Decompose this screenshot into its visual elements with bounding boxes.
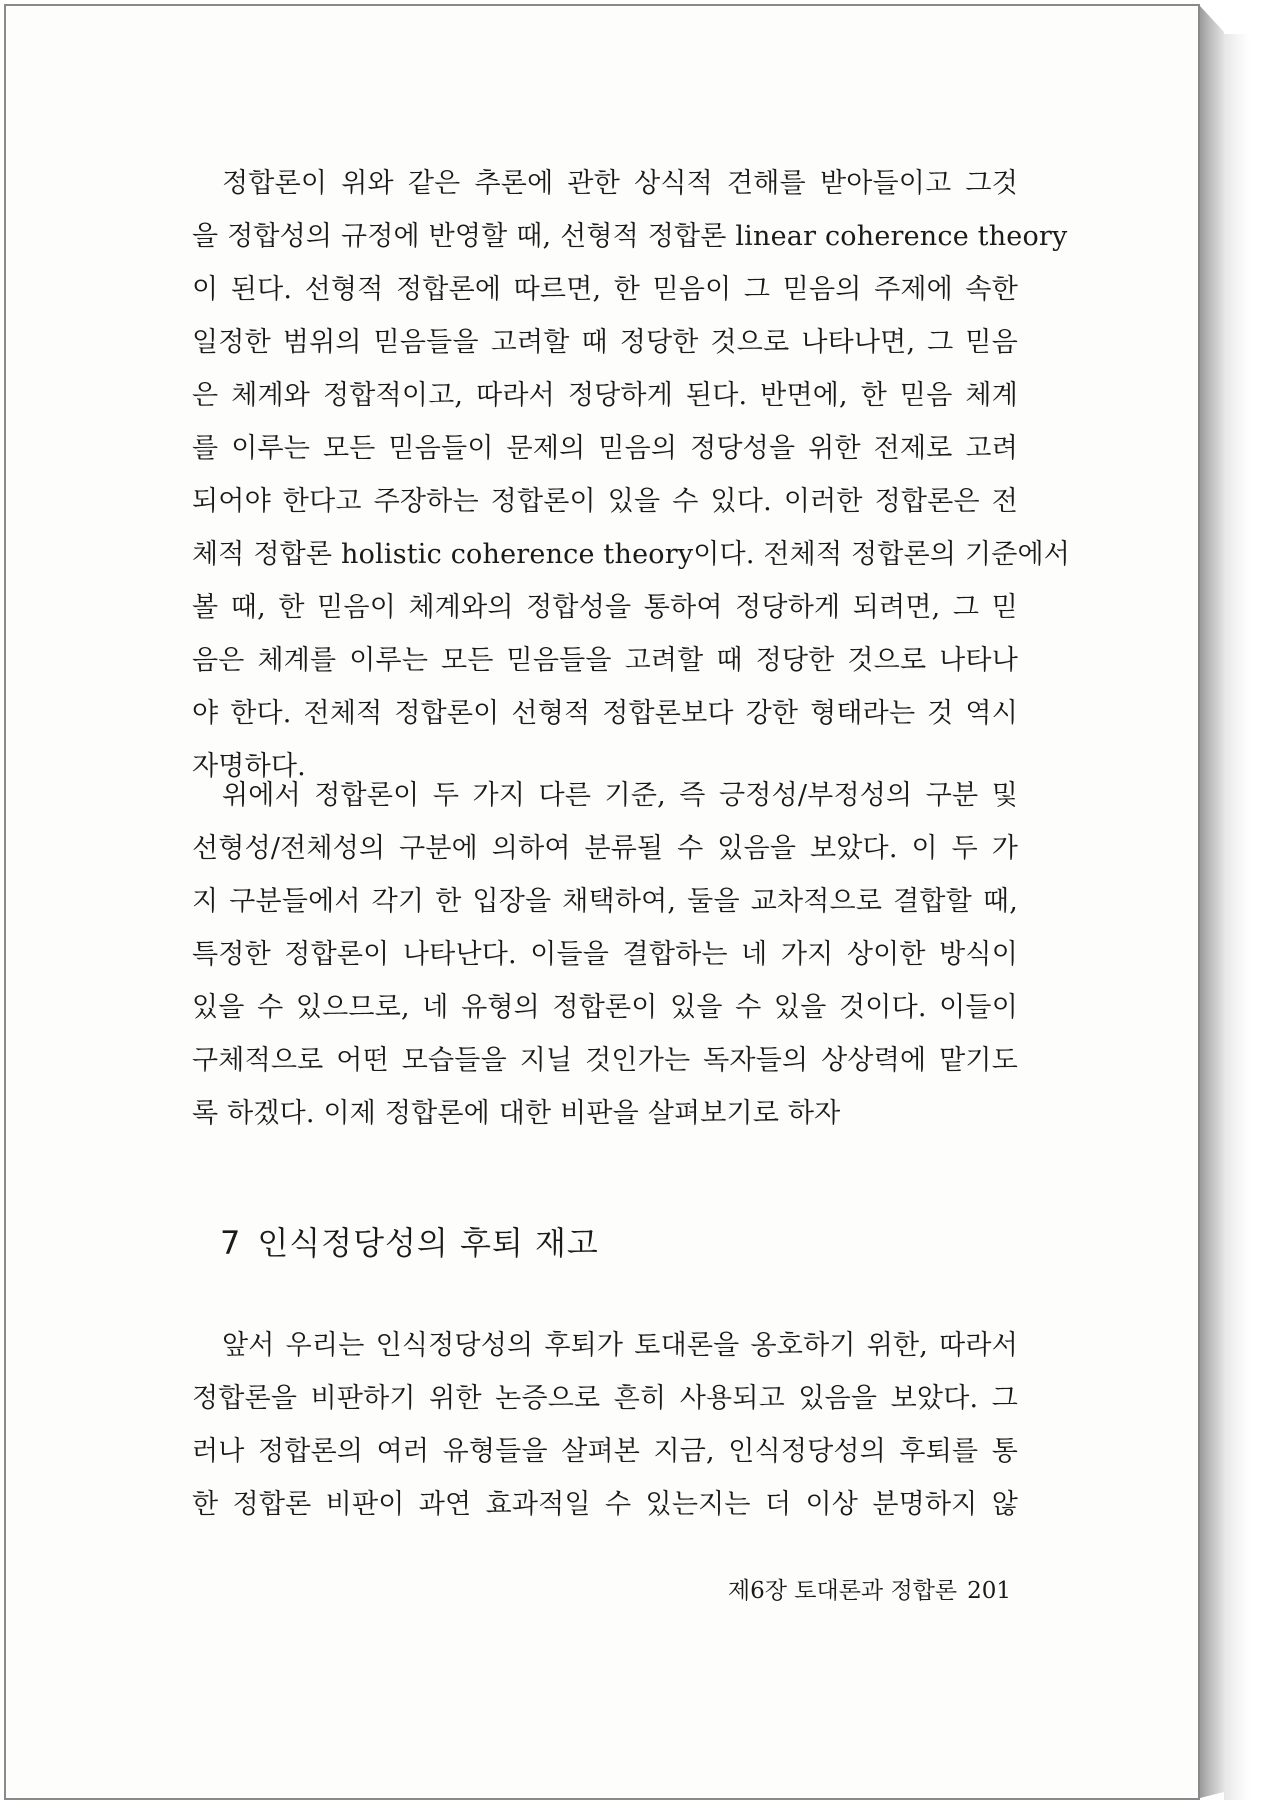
text-line: 선형성/전체성의 구분에 의하여 분류될 수 있음을 보았다. 이 두 가 bbox=[192, 833, 1018, 864]
text-line: 구체적으로 어떤 모습들을 지닐 것인가는 독자들의 상상력에 맡기도 bbox=[192, 1045, 1018, 1076]
running-footer bbox=[718, 1572, 1011, 1605]
text-line: 음은 체계를 이루는 모든 믿음들을 고려할 때 정당한 것으로 나타나 bbox=[192, 645, 1018, 676]
page-shadow bbox=[1224, 34, 1250, 1800]
text-line: 한 정합론 비판이 과연 효과적일 수 있는지는 더 이상 분명하지 않 bbox=[192, 1489, 1018, 1520]
text-line: 정합론을 비판하기 위한 논증으로 흔히 사용되고 있음을 보았다. 그 bbox=[192, 1383, 1018, 1414]
text-line: 를 이루는 모든 믿음들이 문제의 믿음의 정당성을 위한 전제로 고려 bbox=[192, 433, 1018, 464]
section-number: 7 bbox=[220, 1224, 242, 1262]
paragraph-classification bbox=[192, 769, 1018, 1140]
text-line: 체적 정합론 holistic coherence theory이다. 전체적 정합론의 기준에서 bbox=[192, 539, 1071, 570]
text-line: 이 된다. 선형적 정합론에 따르면, 한 믿음이 그 믿음의 주제에 속한 bbox=[192, 274, 1018, 305]
text-line: 특정한 정합론이 나타난다. 이들을 결합하는 네 가지 상이한 방식이 bbox=[192, 939, 1018, 970]
footer-chapter: 제6장 토대론과 정합론 bbox=[727, 1578, 958, 1604]
page-number: 201 bbox=[967, 1578, 1011, 1604]
page-thickness-edge bbox=[1200, 6, 1224, 1798]
text-line: 되어야 한다고 주장하는 정합론이 있을 수 있다. 이러한 정합론은 전 bbox=[192, 486, 1018, 517]
text-line: 러나 정합론의 여러 유형들을 살펴본 지금, 인식정당성의 후퇴를 통 bbox=[192, 1436, 1018, 1467]
paragraph-regress-revisited bbox=[192, 1319, 1018, 1531]
text-line: 위에서 정합론이 두 가지 다른 기준, 즉 긍정성/부정성의 구분 및 bbox=[222, 780, 1018, 811]
text-line: 을 정합성의 규정에 반영할 때, 선형적 정합론 linear coherence theory bbox=[192, 221, 1068, 252]
text-line: 은 체계와 정합적이고, 따라서 정당하게 된다. 반면에, 한 믿음 체계 bbox=[192, 380, 1018, 411]
text-line: 야 한다. 전체적 정합론이 선형적 정합론보다 강한 형태라는 것 역시 bbox=[192, 698, 1018, 729]
text-line: 일정한 범위의 믿음들을 고려할 때 정당한 것으로 나타나면, 그 믿음 bbox=[192, 327, 1018, 358]
section-heading bbox=[220, 1218, 599, 1264]
text-line: 록 하겠다. 이제 정합론에 대한 비판을 살펴보기로 하자 bbox=[192, 1098, 841, 1129]
text-line: 자명하다. bbox=[192, 751, 306, 782]
section-title: 인식정당성의 후퇴 재고 bbox=[257, 1224, 599, 1262]
text-line: 지 구분들에서 각기 한 입장을 채택하여, 둘을 교차적으로 결합할 때, bbox=[192, 886, 1018, 917]
text-line: 정합론이 위와 같은 추론에 관한 상식적 견해를 받아들이고 그것 bbox=[222, 168, 1018, 199]
text-line: 볼 때, 한 믿음이 체계와의 정합성을 통하여 정당하게 되려면, 그 믿 bbox=[192, 592, 1018, 623]
paragraph-linear-holistic bbox=[192, 157, 1071, 793]
text-line: 있을 수 있으므로, 네 유형의 정합론이 있을 수 있을 것이다. 이들이 bbox=[192, 992, 1018, 1023]
text-line: 앞서 우리는 인식정당성의 후퇴가 토대론을 옹호하기 위한, 따라서 bbox=[222, 1330, 1018, 1361]
